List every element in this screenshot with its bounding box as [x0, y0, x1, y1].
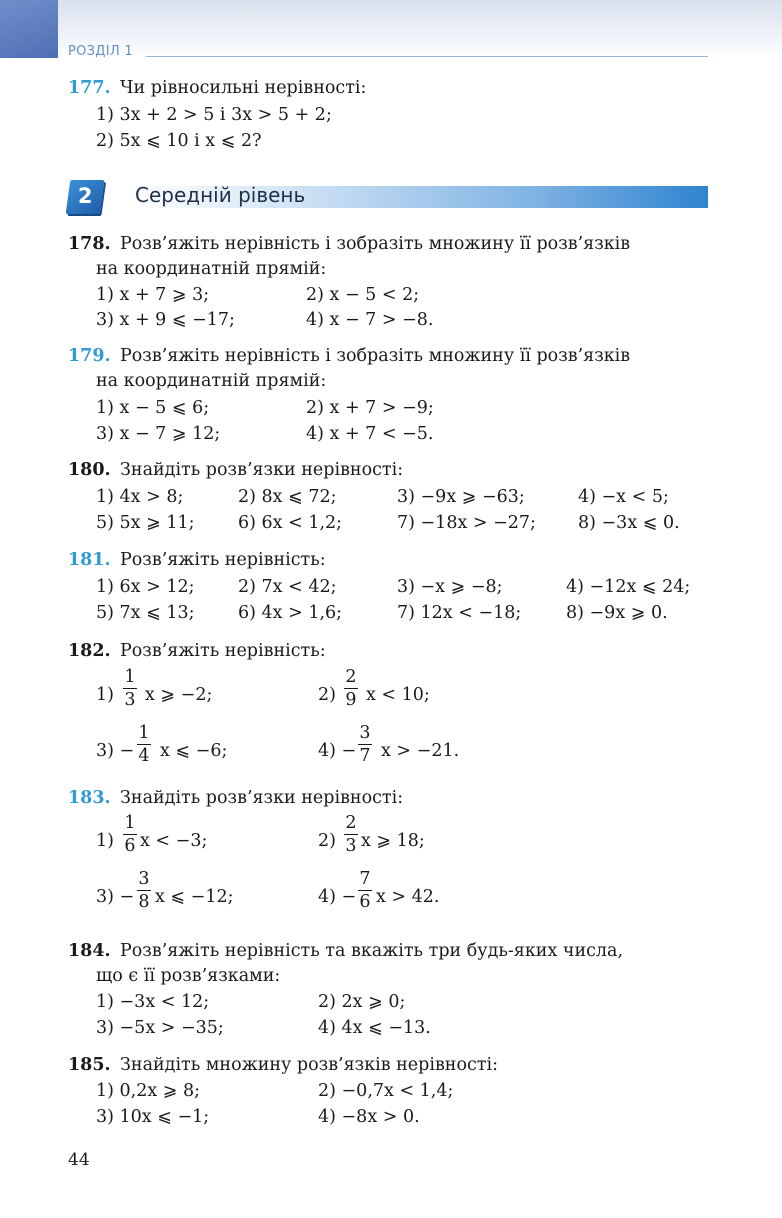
exercise-number: 182.	[68, 641, 111, 661]
level-title: Середній рівень	[135, 183, 306, 207]
exercise-question: Знайдіть множину розв’язків нерівності:	[120, 1055, 498, 1075]
exercise-question: що є її розв’язками:	[96, 966, 281, 986]
exercise-item: 4) 4x ⩽ −13.	[318, 1018, 431, 1038]
fraction: 1 4	[138, 723, 150, 766]
exercise-item: 1) 4x > 8;	[96, 487, 184, 507]
exercise-number: 180.	[68, 460, 111, 480]
item-prefix: 3) −	[96, 741, 135, 761]
page-number: 44	[68, 1150, 90, 1170]
item-prefix: 1)	[96, 831, 114, 851]
exercise-question: Знайдіть розв’язки нерівності:	[120, 460, 404, 480]
exercise-item: 1) −3x < 12;	[96, 992, 210, 1012]
exercise-item: 4) x + 7 < −5.	[306, 424, 434, 444]
exercise-item: 2) x + 7 > −9;	[306, 398, 434, 418]
item-rest: x ⩾ 18;	[361, 831, 425, 851]
exercise-question: на координатній прямій:	[96, 371, 327, 391]
exercise-item: 1) 0,2x ⩾ 8;	[96, 1081, 201, 1101]
item-rest: x ⩾ −2;	[145, 685, 213, 705]
fraction: 3 8	[138, 869, 150, 912]
exercise-item: 3) −9x ⩾ −63;	[397, 487, 525, 507]
exercise-item: 4) −12x ⩽ 24;	[566, 577, 691, 597]
exercise-item: 5) 5x ⩾ 11;	[96, 513, 195, 533]
exercise-item: 1) 3x + 2 > 5 і 3x > 5 + 2;	[96, 105, 332, 125]
exercise-question: Розв’яжіть нерівність і зобразіть множину її розв’язків	[120, 234, 631, 254]
exercise-item: 3) x + 9 ⩽ −17;	[96, 310, 235, 330]
item-prefix: 2)	[318, 831, 336, 851]
exercise-question: Знайдіть розв’язки нерівності:	[120, 788, 404, 808]
item-prefix: 4) −	[318, 741, 357, 761]
fraction: 1 6	[124, 813, 136, 856]
item-rest: x ⩽ −12;	[155, 887, 234, 907]
exercise-question: на координатній прямій:	[96, 259, 327, 279]
exercise-item: 4) −x < 5;	[578, 487, 669, 507]
fraction: 2 9	[345, 667, 357, 710]
level-badge: 2	[66, 180, 105, 214]
exercise-item: 1) x − 5 ⩽ 6;	[96, 398, 210, 418]
chapter-label: РОЗДІЛ 1	[68, 44, 133, 59]
exercise-item: 6) 6x < 1,2;	[238, 513, 343, 533]
exercise-item: 8) −9x ⩾ 0.	[566, 603, 668, 623]
exercise-number: 183.	[68, 788, 111, 808]
exercise-question: Розв’яжіть нерівність та вкажіть три будь-яких числа,	[120, 941, 624, 961]
item-rest: x > −21.	[381, 741, 460, 761]
exercise-item: 3) −5x > −35;	[96, 1018, 224, 1038]
item-rest: x ⩽ −6;	[160, 741, 228, 761]
item-prefix: 2)	[318, 685, 336, 705]
exercise-item: 1) x + 7 ⩾ 3;	[96, 285, 210, 305]
exercise-item: 1) 6x > 12;	[96, 577, 195, 597]
exercise-item: 2) 8x ⩽ 72;	[238, 487, 337, 507]
exercise-item: 3) 10x ⩽ −1;	[96, 1107, 210, 1127]
exercise-item: 4) x − 7 > −8.	[306, 310, 434, 330]
fraction: 1 3	[124, 667, 136, 710]
fraction: 7 6	[359, 869, 371, 912]
exercise-item: 2) x − 5 < 2;	[306, 285, 420, 305]
exercise-item: 7) 12x < −18;	[397, 603, 522, 623]
exercise-item: 8) −3x ⩽ 0.	[578, 513, 680, 533]
exercise-item: 5) 7x ⩽ 13;	[96, 603, 195, 623]
item-prefix: 4) −	[318, 887, 357, 907]
exercise-question: Розв’яжіть нерівність:	[120, 550, 326, 570]
corner-tab	[0, 0, 58, 58]
exercise-item: 2) 2x ⩾ 0;	[318, 992, 406, 1012]
exercise-number: 177.	[68, 78, 111, 98]
exercise-item: 2) 5x ⩽ 10 і x ⩽ 2?	[96, 131, 262, 151]
exercise-number: 181.	[68, 550, 111, 570]
exercise-number: 178.	[68, 234, 111, 254]
exercise-item: 2) 7x < 42;	[238, 577, 337, 597]
exercise-item: 3) x − 7 ⩾ 12;	[96, 424, 221, 444]
item-rest: x < −3;	[140, 831, 208, 851]
exercise-item: 2) −0,7x < 1,4;	[318, 1081, 454, 1101]
exercise-item: 7) −18x > −27;	[397, 513, 536, 533]
item-prefix: 1)	[96, 685, 114, 705]
exercise-number: 184.	[68, 941, 111, 961]
exercise-question: Розв’яжіть нерівність і зобразіть множину її розв’язків	[120, 346, 631, 366]
fraction: 2 3	[345, 813, 357, 856]
exercise-question: Чи рівносильні нерівності:	[120, 78, 367, 98]
exercise-question: Розв’яжіть нерівність:	[120, 641, 326, 661]
item-prefix: 3) −	[96, 887, 135, 907]
exercise-item: 4) −8x > 0.	[318, 1107, 420, 1127]
chapter-rule	[146, 56, 708, 57]
exercise-number: 179.	[68, 346, 111, 366]
fraction: 3 7	[359, 723, 371, 766]
exercise-number: 185.	[68, 1055, 111, 1075]
item-rest: x > 42.	[376, 887, 440, 907]
exercise-item: 3) −x ⩾ −8;	[397, 577, 503, 597]
item-rest: x < 10;	[366, 685, 430, 705]
exercise-item: 6) 4x > 1,6;	[238, 603, 343, 623]
